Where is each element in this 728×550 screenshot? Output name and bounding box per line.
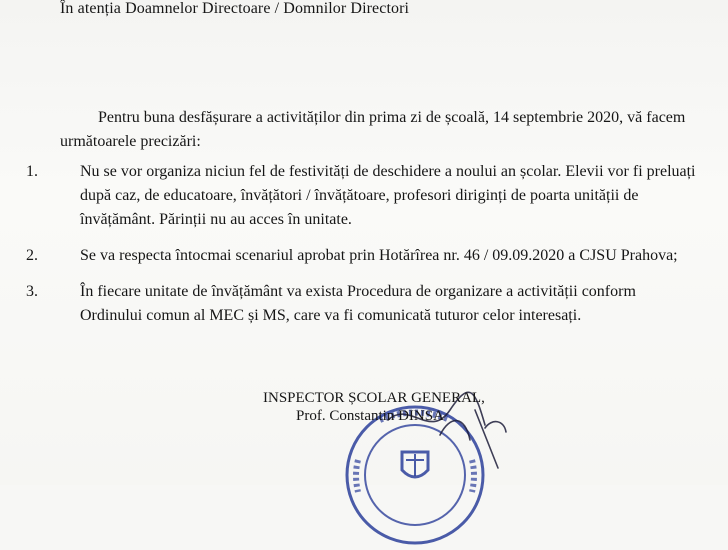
list-item-number: 3. <box>26 283 38 300</box>
intro-paragraph: Pentru buna desfășurare a activităților din prima zi de școală, 14 septembrie 2020, vă facem următoarele precizări: <box>60 109 686 150</box>
list-item <box>26 160 702 232</box>
list-item-number: 1. <box>26 163 38 180</box>
signatory-title: INSPECTOR ȘCOLAR GENERAL, <box>263 390 485 406</box>
list-item <box>26 280 702 328</box>
list-item <box>26 244 702 268</box>
list-item-number: 2. <box>26 247 38 264</box>
addressee-line: În atenția Doamnelor Directoare / Domnilor Directori <box>60 0 410 17</box>
list-item-text: Se va respecta întocmai scenariul aprobat prin Hotărîrea nr. 46 / 09.09.2020 a CJSU Prahova; <box>80 247 678 264</box>
list-item-text: Nu se vor organiza niciun fel de festivități de deschidere a noului an școlar. Elevii vor fi preluați după caz, de educatoare, învățători / învățătoare, profesori diriginți de poarta unității de învățământ. Părinții nu au acces în unitate. <box>80 163 696 228</box>
numbered-list <box>26 160 702 340</box>
list-item-text: În fiecare unitate de învățământ va exista Procedura de organizare a activității conform Ordinului comun al MEC și MS, care va fi comunicată tuturor celor interesați. <box>80 283 636 324</box>
signatory-name: Prof. Constantin DINSA <box>296 408 444 424</box>
